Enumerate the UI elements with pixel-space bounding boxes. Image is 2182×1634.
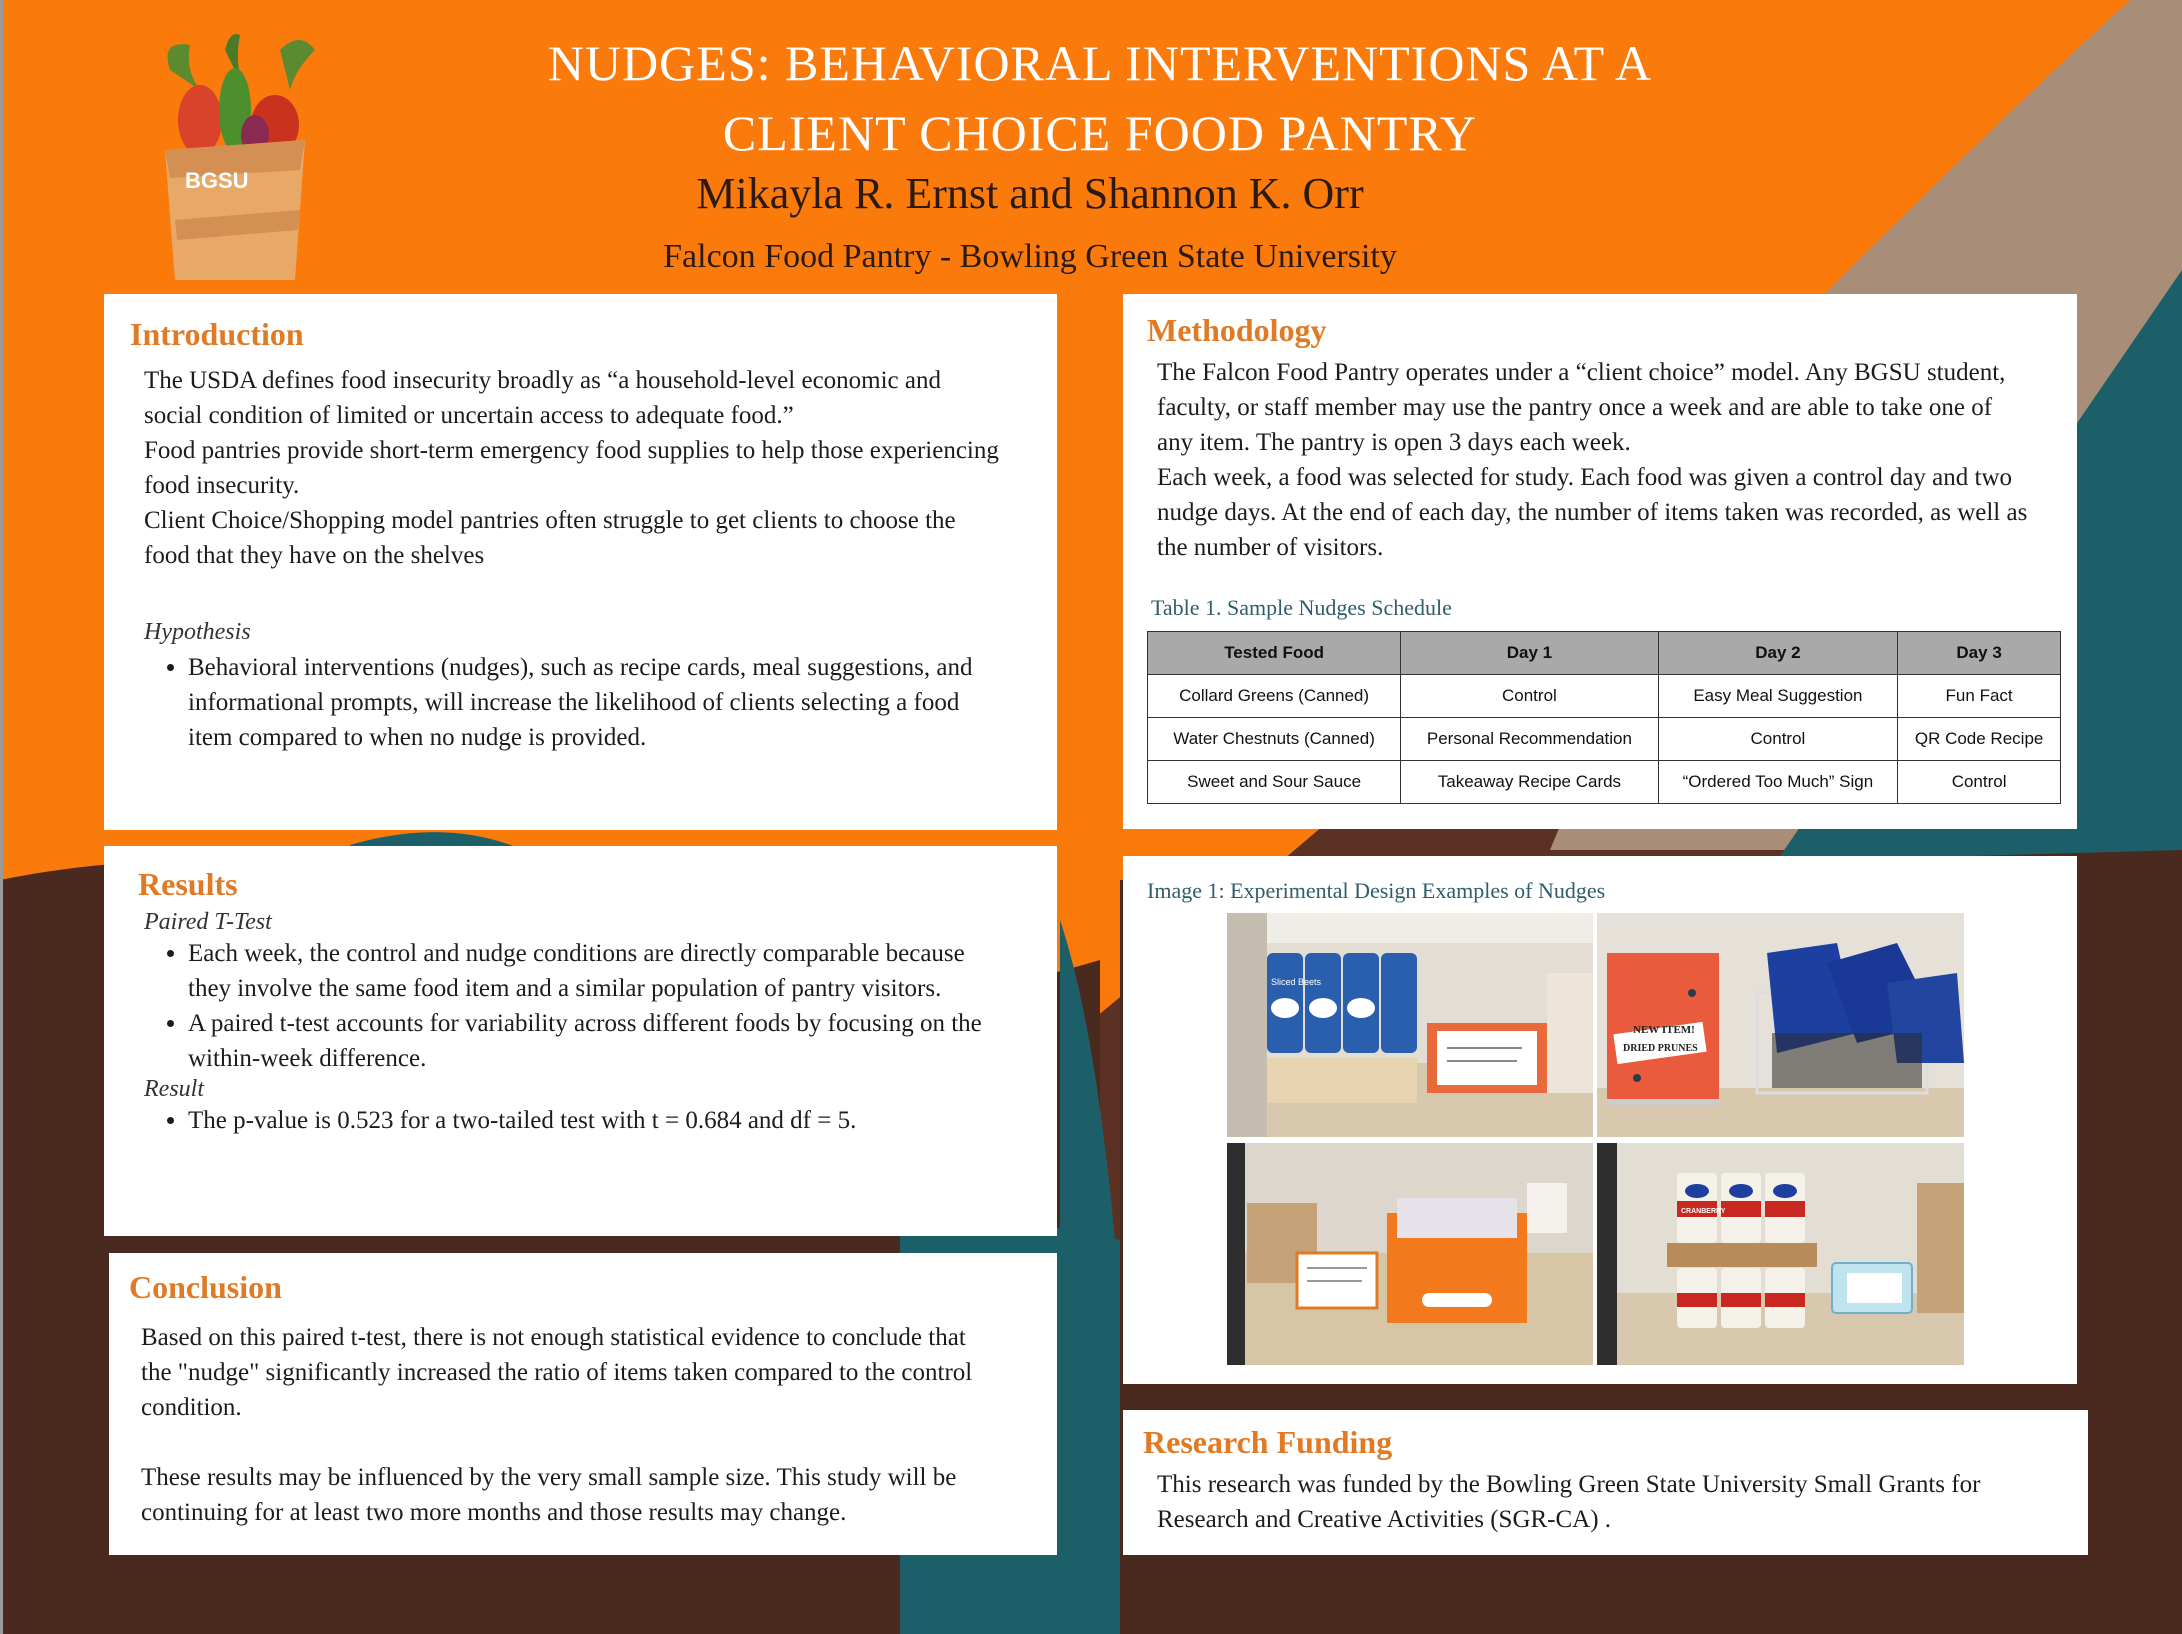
beets-can-label: Sliced Beets [1271, 977, 1322, 987]
hypothesis-label: Hypothesis [144, 619, 251, 645]
prunes-sign-subtitle: DRIED PRUNES [1623, 1043, 1698, 1054]
table-cell: Sweet and Sour Sauce [1148, 761, 1401, 804]
table-header-cell: Day 1 [1401, 632, 1658, 675]
introduction-panel [104, 294, 1057, 830]
table-cell: Water Chestnuts (Canned) [1148, 718, 1401, 761]
table-cell: Fun Fact [1898, 675, 2061, 718]
table-header-cell: Tested Food [1148, 632, 1401, 675]
cranberry-can-label: CRANBERRY [1681, 1208, 1726, 1215]
result-label: Result [144, 1076, 204, 1102]
image-caption: Image 1: Experimental Design Examples of Nudges [1147, 878, 1606, 903]
prunes-sign-title: NEW ITEM! [1633, 1024, 1695, 1036]
results-bullet-1: • Each week, the control and nudge conditions are directly comparable because they involve the same food item and a similar population of pantry visitors. [188, 936, 1001, 1006]
bgsu-grocery-bag-logo [130, 30, 340, 280]
introduction-heading: Introduction [130, 316, 304, 352]
paired-ttest-label: Paired T-Test [144, 909, 272, 935]
conclusion-paragraph-1: Based on this paired t-test, there is not enough statistical evidence to conclude that the "nudge" significantly increased the ratio of items taken compared to the control condition. [141, 1324, 973, 1421]
hypothesis-bullet: • Behavioral interventions (nudges), such as recipe cards, meal suggestions, and informational prompts, will increase the likelihood of clients selecting a food item compared to when no nudge is provided. [188, 650, 1001, 755]
conclusion-panel [109, 1253, 1057, 1555]
table-caption: Table 1. Sample Nudges Schedule [1151, 595, 1452, 620]
methodology-paragraph-2: Each week, a food was selected for study. Each food was given a control day and two nudge days. At the end of each day, the number of items taken was recorded, as well as the number of visitors. [1157, 464, 2028, 561]
table-cell: Personal Recommendation [1401, 718, 1658, 761]
table-header-cell: Day 3 [1898, 632, 2061, 675]
poster-affiliation: Falcon Food Pantry - Bowling Green State University [663, 238, 1397, 275]
table-row [1148, 675, 2061, 718]
results-panel [104, 846, 1057, 1236]
title-line-1: NUDGES: BEHAVIORAL INTERVENTIONS AT A [547, 35, 1653, 91]
photo-sliced-beets [1227, 913, 1593, 1137]
photo-cranberry-cans [1597, 1143, 1964, 1365]
nudges-schedule-table [1147, 631, 2061, 804]
table-cell: Control [1401, 675, 1658, 718]
funding-heading: Research Funding [1143, 1424, 1393, 1460]
table-header-cell: Day 2 [1658, 632, 1898, 675]
table-cell: Control [1658, 718, 1898, 761]
table-cell: “Ordered Too Much” Sign [1658, 761, 1898, 804]
conclusion-heading: Conclusion [129, 1269, 282, 1305]
methodology-heading: Methodology [1147, 312, 1327, 348]
table-row [1148, 718, 2061, 761]
poster-authors: Mikayla R. Ernst and Shannon K. Orr [696, 169, 1364, 218]
conclusion-paragraph-2: These results may be influenced by the very small sample size. This study will be continuing for at least two more months and those results may change. [141, 1464, 957, 1526]
funding-panel [1123, 1410, 2088, 1555]
table-cell: Takeaway Recipe Cards [1401, 761, 1658, 804]
table-cell: QR Code Recipe [1898, 718, 2061, 761]
intro-paragraph-1: The USDA defines food insecurity broadly as “a household-level economic and social condition of limited or uncertain access to adequate food.” [144, 367, 941, 429]
intro-paragraph-3: Client Choice/Shopping model pantries often struggle to get clients to choose the food that they have on the shelves [144, 507, 956, 569]
table-row [1148, 761, 2061, 804]
table-cell: Control [1898, 761, 2061, 804]
poster-title [380, 28, 1820, 168]
results-bullet-2: • A paired t-test accounts for variability across different foods by focusing on the within-week difference. [188, 1006, 1001, 1076]
images-panel [1123, 856, 2077, 1384]
table-cell: Easy Meal Suggestion [1658, 675, 1898, 718]
methodology-panel [1123, 294, 2077, 829]
results-bullet-3: • The p-value is 0.523 for a two-tailed test with t = 0.684 and df = 5. [188, 1103, 1001, 1138]
table-header-row [1148, 632, 2061, 675]
photo-recipe-cards-basket [1227, 1143, 1593, 1365]
title-line-2: CLIENT CHOICE FOOD PANTRY [722, 105, 1478, 161]
methodology-paragraph-1: The Falcon Food Pantry operates under a “client choice” model. Any BGSU student, faculty, or staff member may use the pantry once a week and are able to take one of any item. The pantry is open 3 days each week. [1157, 359, 2006, 456]
results-heading: Results [138, 866, 238, 902]
logo-text: BGSU [185, 168, 249, 193]
intro-paragraph-2: Food pantries provide short-term emergency food supplies to help those experiencing food insecurity. [144, 437, 999, 499]
table-cell: Collard Greens (Canned) [1148, 675, 1401, 718]
funding-text: This research was funded by the Bowling Green State University Small Grants for Research and Creative Activities (SGR-CA) . [1157, 1471, 1981, 1533]
photo-dried-prunes [1597, 913, 1964, 1137]
